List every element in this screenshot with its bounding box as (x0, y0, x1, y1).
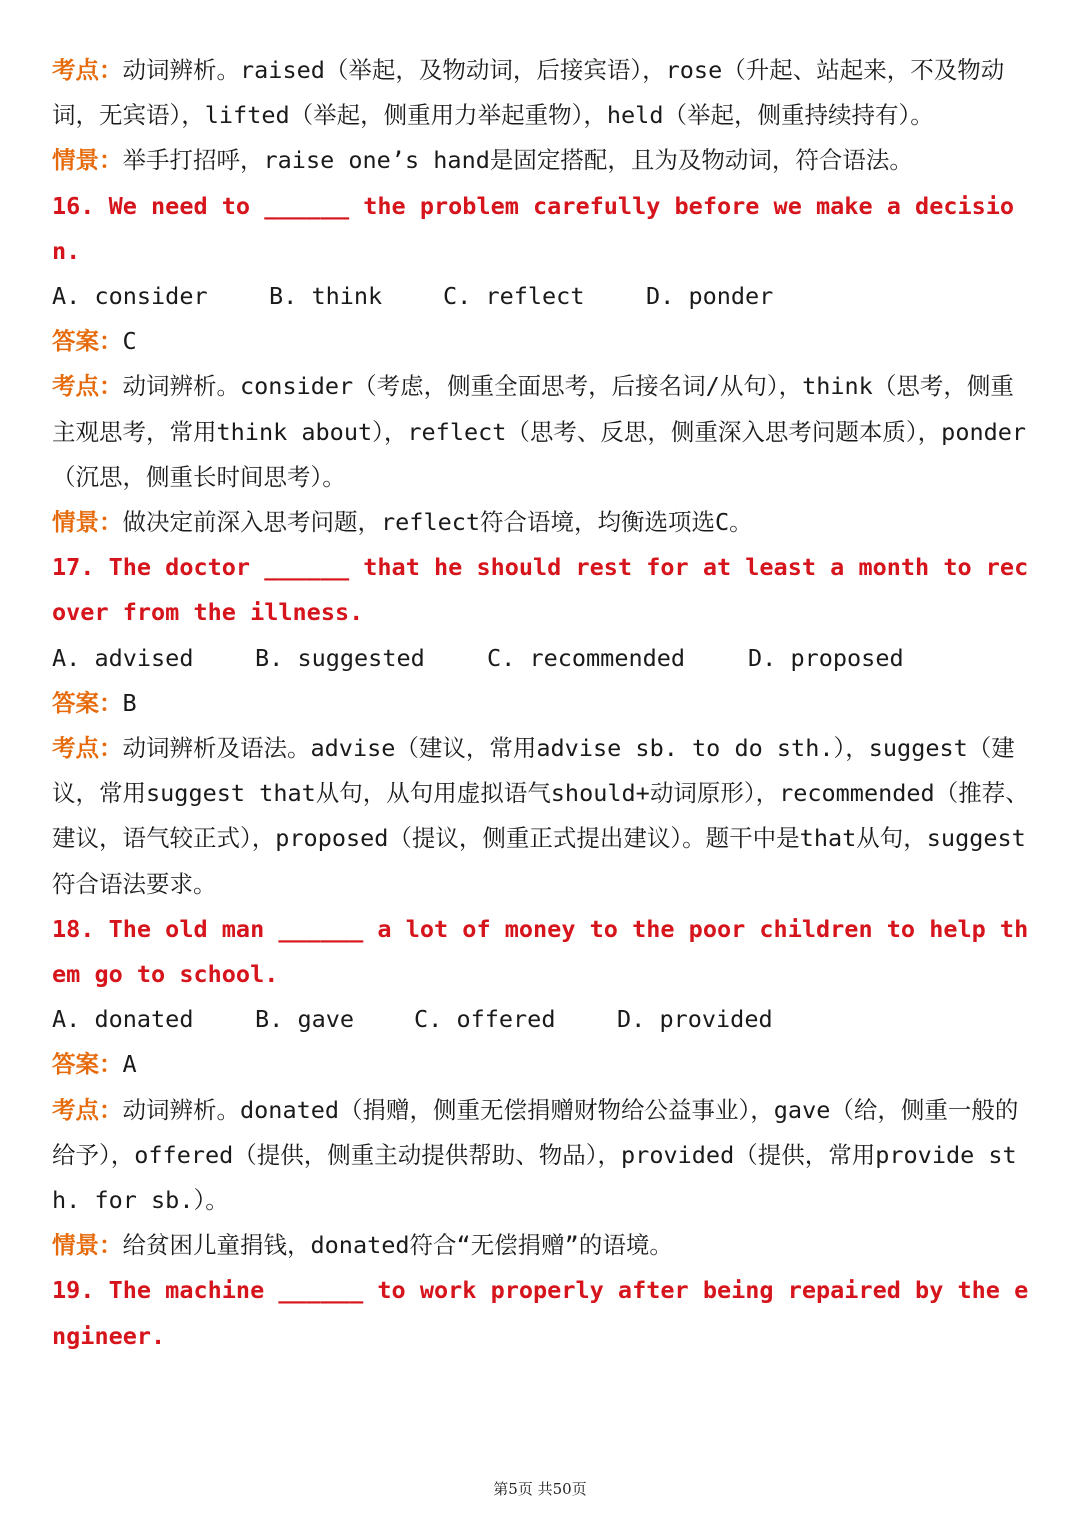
answer-label: 答案： (52, 1050, 123, 1079)
answer-16 (52, 319, 1036, 364)
point-paragraph (52, 48, 1036, 138)
scene-paragraph (52, 138, 1036, 183)
scene-label: 情景： (52, 146, 123, 175)
options-16 (52, 274, 1036, 319)
point-label: 考点： (52, 56, 123, 84)
question-19: 19. The machine ______ to work properly after being repaired by the engineer. (52, 1276, 1029, 1350)
question-18: 18. The old man ______ a lot of money to the poor children to help them go to school. (52, 914, 1029, 989)
scene-text: 做决定前深入思考问题，reflect符合语境，均衡选项选C。 (122, 508, 753, 537)
option-d: D. provided (617, 1005, 773, 1034)
options-18 (52, 997, 1036, 1042)
question-17: 17. The doctor ______ that he should rest for at least a month to recover from the illness. (52, 553, 1029, 627)
point-label: 考点： (52, 1095, 123, 1124)
option-b: B. think (269, 282, 383, 311)
scene-text: 举手打招呼，raise one’s hand是固定搭配，且为及物动词，符合语法。 (122, 146, 913, 175)
options-17 (52, 636, 1036, 681)
page-footer: 第5页 共50页 (493, 1480, 587, 1498)
option-d: D. ponder (646, 282, 774, 311)
option-c: C. offered (414, 1005, 556, 1034)
scene-label: 情景： (52, 508, 123, 537)
point-text: 动词辨析。raised（举起，及物动词，后接宾语），rose（升起、站起来，不及物动词，无宾语），lifted（举起，侧重用力举起重物），held（举起，侧重持续持有）。 (52, 56, 1005, 130)
document-page (52, 48, 1036, 1359)
option-a: A. consider (52, 282, 208, 311)
point-label: 考点： (52, 734, 123, 763)
answer-value: C (122, 327, 137, 356)
point-paragraph (52, 1088, 1036, 1224)
answer-18 (52, 1042, 1036, 1087)
answer-17 (52, 681, 1036, 726)
answer-label: 答案： (52, 327, 123, 356)
scene-text: 给贫困儿童捐钱，donated符合“无偿捐赠”的语境。 (122, 1231, 673, 1260)
option-b: B. gave (255, 1005, 355, 1034)
answer-value: B (122, 688, 137, 717)
answer-value: A (122, 1050, 137, 1079)
scene-label: 情景： (52, 1231, 123, 1260)
point-text: 动词辨析及语法。advise（建议，常用advise sb. to do sth.），suggest（建议，常用suggest that从句，从句用虚拟语气should+动词原形），recommended（推荐、建议，语气较正式），proposed（提议，侧重正式提出建议）。题干中是that从句，suggest符合语法要求。 (52, 734, 1029, 898)
point-paragraph (52, 726, 1036, 907)
point-label: 考点： (52, 372, 123, 401)
option-a: A. advised (52, 643, 194, 672)
option-c: C. reflect (443, 282, 585, 311)
option-d: D. proposed (748, 643, 904, 672)
answer-label: 答案： (52, 688, 123, 717)
point-paragraph (52, 364, 1036, 500)
scene-paragraph (52, 500, 1036, 545)
option-a: A. donated (52, 1005, 194, 1034)
option-c: C. recommended (487, 643, 686, 672)
scene-paragraph (52, 1223, 1036, 1268)
point-text: 动词辨析。donated（捐赠，侧重无偿捐赠财物给公益事业），gave（给，侧重一般的给予），offered（提供，侧重主动提供帮助、物品），provided（提供，常用provide sth. for sb.）。 (52, 1095, 1019, 1215)
option-b: B. suggested (255, 643, 425, 672)
question-16: 16. We need to ______ the problem carefully before we make a decision. (52, 191, 1015, 265)
point-text: 动词辨析。consider（考虑，侧重全面思考，后接名词/从句），think（思考，侧重主观思考，常用think about），reflect（思考、反思，侧重深入思考问题本质），ponder（沉思，侧重长时间思考）。 (52, 372, 1027, 491)
